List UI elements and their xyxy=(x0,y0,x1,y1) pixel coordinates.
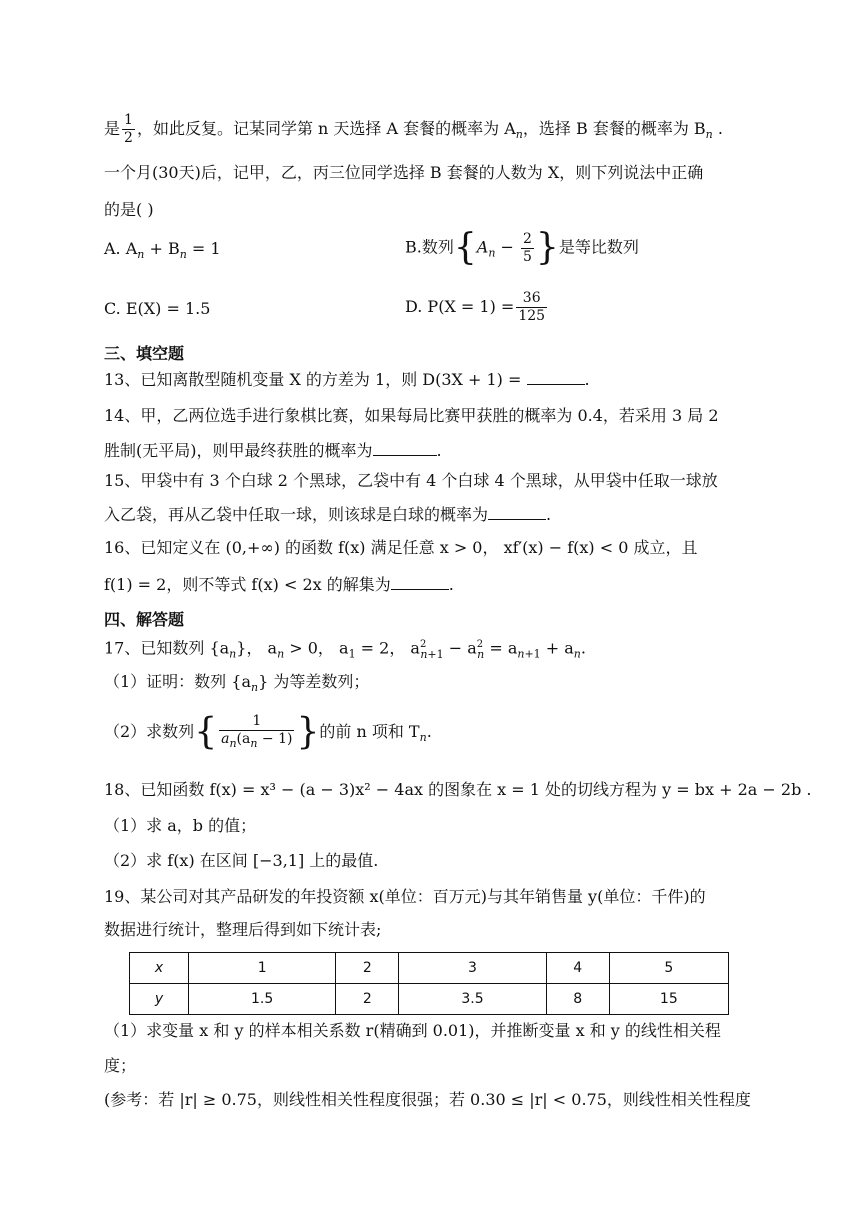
table-row xyxy=(130,984,729,1015)
question-17-part1: （1）证明：数列 $\{a_n\}$ 为等差数列； xyxy=(104,672,370,695)
question-19-part1-line2: 度； xyxy=(104,1056,137,1075)
section-heading-fill-blank: 三、填空题 xyxy=(104,344,185,363)
fraction-one-half: $\frac{1}{2}$ xyxy=(124,112,133,146)
q12-line1: 是 $\frac{1}{2}$ ，如此反复。记某同学第 n 天选择 A 套餐的概率为 $A_n$，选择 B 套餐的概率为 $B_n$ . xyxy=(104,112,723,146)
question-19-part1-line1: （1）求变量 x 和 y 的样本相关系数 r(精确到 0.01)，并推断变量 x 和 y 的线性相关程 xyxy=(104,1021,721,1040)
question-17-line1: 17、已知数列 $\{a_n\}$， $a_n > 0$， $a_1 = 2$， $a^2_{n+1} - a^2_n = a_{n+1} + a_n$. xyxy=(104,638,586,661)
question-17-part2: （2）求数列{ $\frac{1}{a_n(a_n - 1)}$ }的前 n 项和 $T_n$. xyxy=(104,711,432,753)
question-16-line2: f(1) = 2，则不等式 f(x) < 2x 的解集为 . xyxy=(104,575,454,594)
table-cell: 15 xyxy=(609,984,728,1015)
question-16-line1: 16、已知定义在 (0,+∞) 的函数 f(x) 满足任意 x > 0， xf′(x) − f(x) < 0 成立，且 xyxy=(104,538,698,557)
question-14-line2: 胜制(无平局)，则甲最终获胜的概率为 . xyxy=(104,441,442,460)
q12-option-b: B.数列{$A_n$ − $\frac{2}{5}$ }是等比数列 xyxy=(405,227,639,268)
table-cell: 8 xyxy=(546,984,609,1015)
table-cell: 2 xyxy=(336,984,399,1015)
table-row xyxy=(130,953,729,984)
question-18-part1: （1）求 a，b 的值； xyxy=(104,816,257,835)
question-19-line1: 19、某公司对其产品研发的年投资额 x(单位：百万元)与其年销售量 y(单位：千件)的 xyxy=(104,887,706,906)
question-19-line2: 数据进行统计，整理后得到如下统计表; xyxy=(104,920,382,939)
question-14-line1: 14、甲，乙两位选手进行象棋比赛，如果每局比赛甲获胜的概率为 0.4，若采用 3 局 2 xyxy=(104,406,719,425)
table-cell: x xyxy=(130,953,189,984)
table-cell: 1 xyxy=(188,953,335,984)
question-15-line1: 15、甲袋中有 3 个白球 2 个黑球，乙袋中有 4 个白球 4 个黑球，从甲袋中任取一球放 xyxy=(104,471,718,490)
question-19-reference: (参考：若 |r| ≥ 0.75，则线性相关性程度很强；若 0.30 ≤ |r| < 0.75，则线性相关性程度 xyxy=(104,1090,751,1109)
q12-option-d: D. P(X = 1) = $\frac{36}{125}$ xyxy=(405,290,546,324)
q12-line2: 一个月(30天)后，记甲，乙，丙三位同学选择 B 套餐的人数为 X，则下列说法中正确 xyxy=(104,163,704,182)
question-15-line2: 入乙袋，再从乙袋中任取一球，则该球是白球的概率为 . xyxy=(104,505,552,524)
table-cell: 2 xyxy=(336,953,399,984)
question-13: 13、已知离散型随机变量 X 的方差为 1，则 D(3X + 1) = . xyxy=(104,370,590,389)
table-cell: 1.5 xyxy=(188,984,335,1015)
table-cell: y xyxy=(130,984,189,1015)
question-18-line1: 18、已知函数 f(x) = x³ − (a − 3)x² − 4ax 的图象在 x = 1 处的切线方程为 y = bx + 2a − 2b . xyxy=(104,780,812,799)
table-cell: 3.5 xyxy=(399,984,546,1015)
table-cell: 5 xyxy=(609,953,728,984)
table-cell: 3 xyxy=(399,953,546,984)
question-18-part2: （2）求 f(x) 在区间 [−3,1] 上的最值. xyxy=(104,851,379,870)
q12-option-a: A. $A_n + B_n = 1$ xyxy=(104,239,221,262)
q12-option-c: C. E(X) = 1.5 xyxy=(104,299,211,318)
section-heading-answer: 四、解答题 xyxy=(104,610,185,629)
q12-line3: 的是( ) xyxy=(104,200,154,219)
statistics-table xyxy=(129,952,729,1015)
table-cell: 4 xyxy=(546,953,609,984)
